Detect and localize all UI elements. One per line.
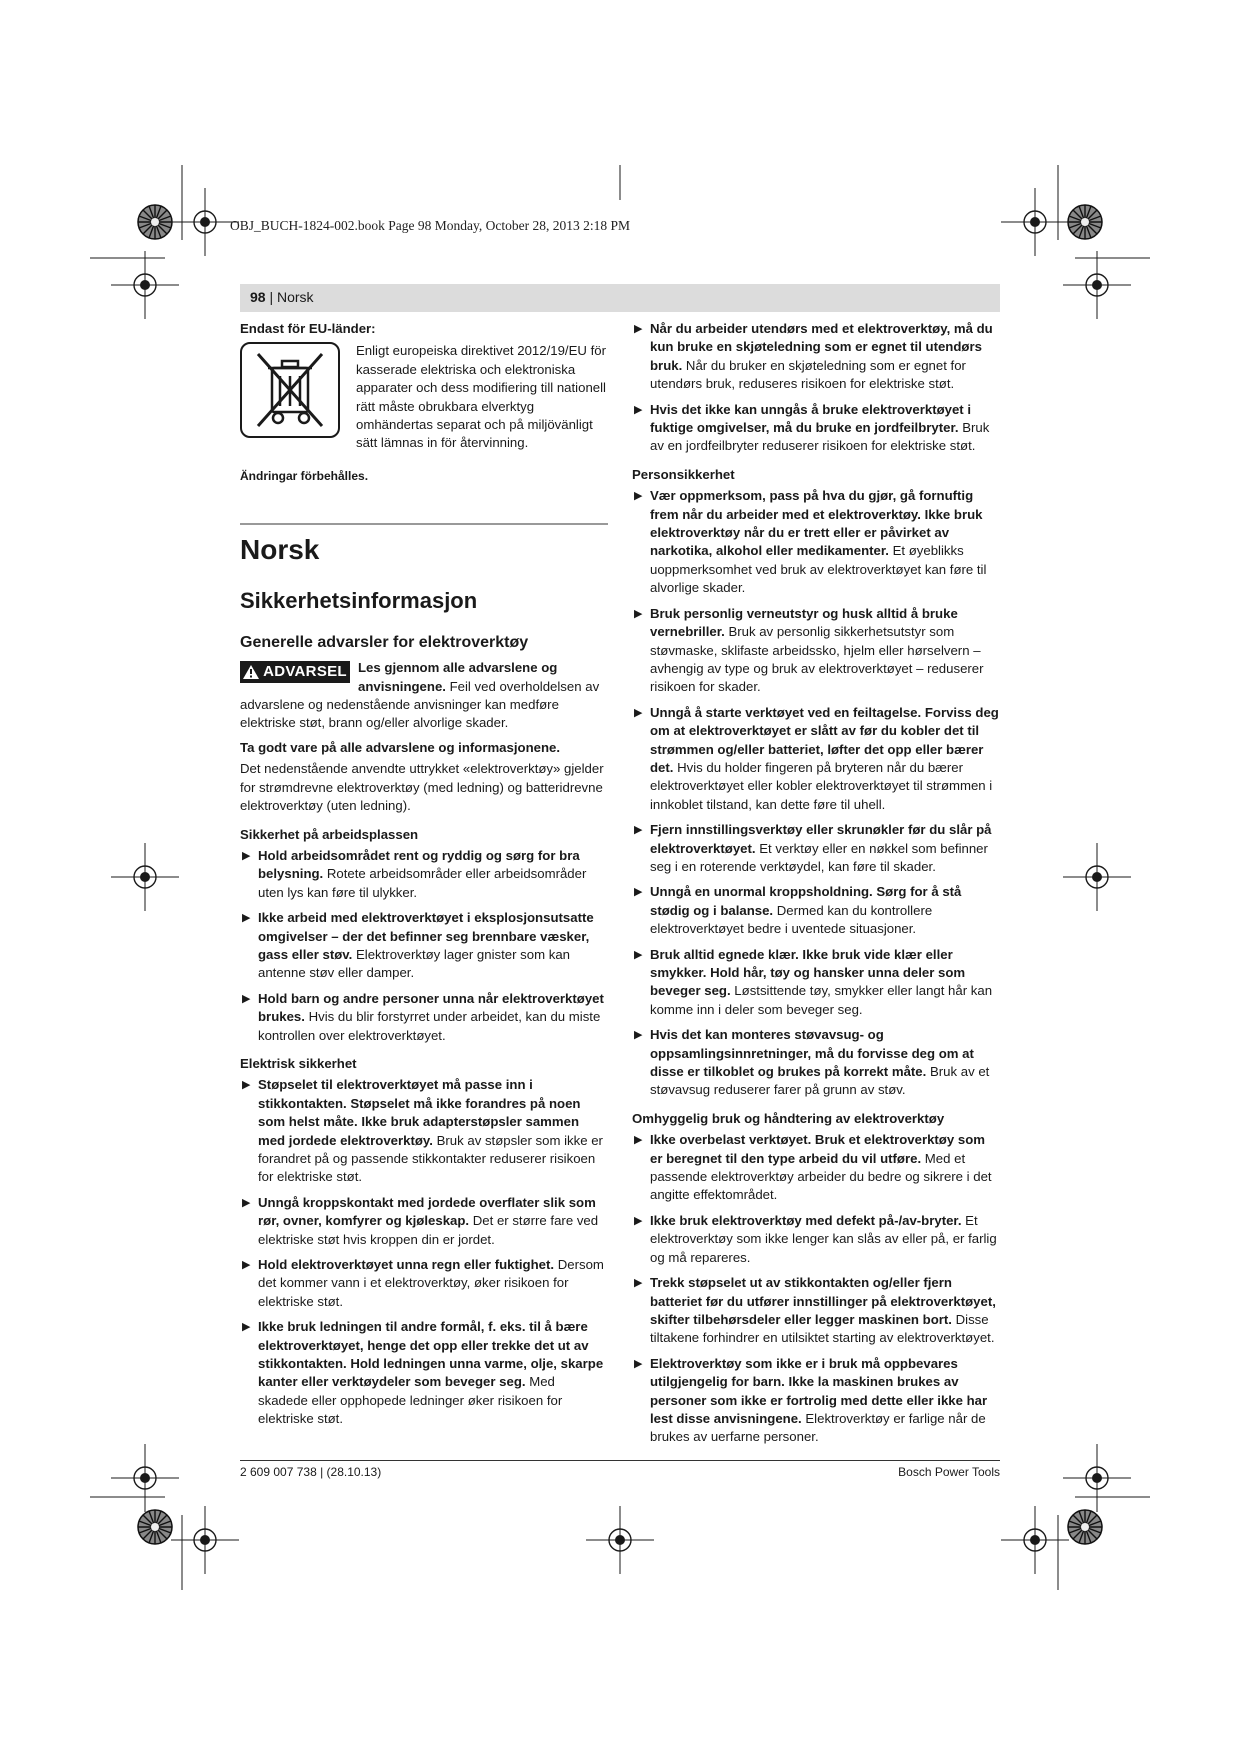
triangle-right-icon: ▶ — [634, 824, 643, 837]
warning-triangle-icon — [243, 665, 259, 679]
registration-mark-icon — [586, 1506, 654, 1574]
registration-mark-icon — [171, 1506, 239, 1574]
list-item: ▶ Ikke bruk elektroverktøy med defekt på-/av-bryter. Et elektroverktøy som ikke lenger kan slås av eller på, er farlig og må repareres. — [634, 1212, 997, 1265]
page-subtitle: Sikkerhetsinformasjon — [240, 588, 478, 614]
triangle-right-icon: ▶ — [242, 992, 251, 1005]
footer-doc-number: 2 609 007 738 | (28.10.13) — [240, 1465, 382, 1479]
section-heading: Generelle advarsler for elektroverktøy — [240, 634, 529, 652]
list-item: ▶ Hold arbeidsområdet rent og ryddig og sørg for bra belysning. Rotete arbeidsområder eller arbeidsområder uten lys kan føre til ulykker. — [242, 847, 587, 900]
triangle-right-icon: ▶ — [242, 1321, 251, 1334]
triangle-right-icon: ▶ — [634, 490, 643, 503]
eu-heading: Endast för EU-länder: — [240, 321, 376, 336]
list-item: ▶ Hold elektroverktøyet unna regn eller fuktighet. Dersom det kommer vann i et elektroverktøy, øker risikoen for elektriske støt. — [242, 1257, 604, 1309]
color-wheel-icon-tr — [1068, 205, 1102, 239]
page-number: 98 — [250, 289, 266, 305]
registration-mark-icon — [171, 188, 239, 256]
triangle-right-icon: ▶ — [242, 1259, 251, 1272]
personal-heading: Personsikkerhet — [632, 466, 735, 482]
weee-block — [240, 342, 608, 452]
list-item: ▶ Fjern innstillingsverktøy eller skrunøkler før du slår på elektroverktøyet. Et verktøy eller en nøkkel som befinner seg i en roterende verktøydel, kan føre til skader. — [634, 822, 992, 874]
file-info-line: OBJ_BUCH-1824-002.book Page 98 Monday, October 28, 2013 2:18 PM — [230, 218, 630, 233]
page-header — [240, 284, 1000, 312]
keep-note: Ta godt vare på alle advarslene og informasjonene. — [240, 739, 561, 755]
registration-mark-icon — [111, 843, 179, 911]
triangle-right-icon: ▶ — [634, 1277, 643, 1290]
registration-mark-icon — [1001, 1506, 1069, 1574]
triangle-right-icon: ▶ — [634, 886, 643, 899]
list-item: ▶ Elektroverktøy som ikke er i bruk må oppbevares utilgjengelig for barn. Ikke la maskinen brukes av personer som ikke er fortrolig med dette eller ikke har lest disse anvisningene. Elektroverktøy er farlige når de brukes av uerfarne personer. — [634, 1355, 988, 1445]
careful-heading: Omhyggelig bruk og håndtering av elektroverktøy — [632, 1110, 945, 1126]
warning-block — [240, 659, 608, 733]
registration-mark-icon — [1063, 251, 1131, 319]
registration-mark-icon — [1001, 188, 1069, 256]
triangle-right-icon: ▶ — [634, 607, 643, 620]
registration-mark-icon — [111, 251, 179, 319]
triangle-right-icon: ▶ — [634, 323, 643, 335]
list-item: ▶ Vær oppmerksom, pass på hva du gjør, gå fornuftig frem når du arbeider med et elektroverktøy. Ikke bruk elektroverktøy når du er trett eller er påvirket av narkotika, alkohol eller medikamenter. Et øyeblikks uoppmerksomhet ved bruk av elektroverktøyet kan føre til alvorlige skader. — [634, 488, 987, 596]
triangle-right-icon: ▶ — [634, 1214, 643, 1227]
list-item: ▶ Ikke bruk ledningen til andre formål, f. eks. til å bære elektroverktøyet, henge det opp eller trekke det ut av stikkontakten. Hold ledningen unna varme, olje, skarpe kanter eller verktøydeler som beveger seg. Med skadede eller opphopede ledninger øker risikoen for elektriske støt. — [242, 1319, 604, 1427]
list-item: ▶ Når du arbeider utendørs med et elektroverktøy, må du kun bruke en skjøteledning som er egnet til utendørs bruk. Når du bruker en skjøteledning som er egnet for utendørs bruk, reduseres risikoen for elektriske støt. — [634, 321, 993, 392]
list-item: ▶ Hvis det kan monteres støvavsug- og oppsamlingsinnretninger, må du forvisse deg om at disse er tilkoblet og brukes på korrekt måte. Bruk av et støvavsug reduserer farer på grunn av støv. — [634, 1027, 990, 1098]
list-item: ▶ Støpselet til elektroverktøyet må passe inn i stikkontakten. Støpselet må ikke forandres på noen som helst måte. Ikke bruk adapterstøpsler sammen med jordede elektroverktøy. Bruk av støpsler som ikke er forandret på og passende stikkontakter reduserer risikoen for elektriske støt. — [242, 1077, 603, 1185]
right-column — [632, 320, 1000, 1454]
list-item: ▶ Ikke overbelast verktøyet. Bruk et elektroverktøy som er beregnet til den type arbeid du vil utføre. Med et passende elektroverktøy arbeider du bedre og sikrere i det angitte effektområdet. — [634, 1132, 992, 1203]
weee-bin-icon — [240, 342, 340, 438]
list-item: ▶ Bruk alltid egnede klær. Ikke bruk vide klær eller smykker. Hold hår, tøy og hansker unna deler som beveger seg. Løstsittende tøy, smykker eller langt hår kan komme inn i deler som beveger seg. — [634, 946, 993, 1017]
registration-mark-icon — [111, 1444, 179, 1512]
color-wheel-icon-bl — [138, 1510, 172, 1544]
list-item: ▶ Unngå en unormal kroppsholdning. Sørg for å stå stødig og i balanse. Dermed kan du kontrollere elektroverktøyet bedre i uventede situasjoner. — [634, 884, 962, 937]
definition-text: Det nedenstående anvendte uttrykket «elektroverktøy» gjelder for strømdrevne elektroverktøy (med ledning) og batteridrevne elektroverktøy (uten ledning). — [240, 761, 604, 814]
triangle-right-icon: ▶ — [242, 1079, 251, 1092]
warning-bold-text: Les gjennom alle advarslene og anvisningene. — [358, 660, 558, 694]
list-item: ▶ Ikke arbeid med elektroverktøyet i eksplosjonsutsatte omgivelser – der det befinner seg brennbare væsker, gass eller støv. Elektroverktøy lager gnister som kan antenne støv eller damper. — [242, 910, 594, 981]
warning-badge — [240, 661, 350, 683]
section-name: Norsk — [277, 289, 314, 305]
list-item: ▶ Bruk personlig verneutstyr og husk alltid å bruke vernebriller. Bruk av personlig sikkerhetsutstyr som støvmaske, sklifaste arbeidssko, hjelm eller hørselvern – avhengig av type og bruk av elektroverktøyet – reduserer risikoen for skader. — [634, 605, 984, 695]
list-item: ▶ Unngå å starte verktøyet ved en feiltagelse. Forviss deg om at elektroverktøyet er slått av før du kobler det til strømmen og/eller batteriet, løfter det opp eller bærer det. Hvis du holder fingeren på bryteren når du bærer elektroverktøyet eller kobler elektroverktøyet til strømmen i innkoblet tilstand, kan dette føre til uhell. — [634, 704, 999, 812]
warning-label: ADVARSEL — [263, 663, 347, 681]
left-column — [240, 320, 608, 1436]
footer-divider — [240, 1460, 1000, 1461]
triangle-right-icon: ▶ — [634, 403, 643, 416]
section-divider — [240, 523, 608, 525]
list-item: ▶ Hvis det ikke kan unngås å bruke elektroverktøyet i fuktige omgivelser, må du bruke en jordfeilbryter. Bruk av en jordfeilbryter reduserer risikoen for elektriske støt. — [634, 401, 990, 454]
electrical-heading: Elektrisk sikkerhet — [240, 1055, 357, 1071]
triangle-right-icon: ▶ — [634, 706, 643, 719]
workplace-heading: Sikkerhet på arbeidsplassen — [240, 826, 419, 842]
list-item: ▶ Hold barn og andre personer unna når elektroverktøyet brukes. Hvis du blir forstyrret under arbeidet, kan du miste kontrollen over elektroverktøyet. — [242, 990, 604, 1043]
warning-text: Feil ved overholdelsen av advarslene og nedenstående anvisninger kan medføre elektriske støt, brann og/eller alvorlige skader. — [240, 678, 600, 731]
triangle-right-icon: ▶ — [634, 1134, 643, 1147]
list-item: ▶ Trekk støpselet ut av stikkontakten og/eller fjern batteriet før du utfører innstillinger på elektroverktøyet, skifter tilbehørsdeler eller legger maskinen bort. Disse tiltakene forhindrer en utilsiktet starting av elektroverktøyet. — [634, 1275, 996, 1346]
triangle-right-icon: ▶ — [242, 912, 251, 925]
list-item: ▶ Unngå kroppskontakt med jordede overflater slik som rør, ovner, komfyrer og kjøleskap. Det er større fare ved elektriske støt hvis kroppen din er jordet. — [242, 1194, 599, 1247]
eu-disposal-text: Enligt europeiska direktivet 2012/19/EU för kasserade elektriska och elektroniska apparater och dess modifiering till nationell rätt måste obrukbara elverktyg omhändertas separat och på miljövänligt sätt lämnas in för återvinning. — [356, 343, 606, 451]
footer-brand: Bosch Power Tools — [898, 1465, 1000, 1479]
registration-mark-icon — [1063, 843, 1131, 911]
triangle-right-icon: ▶ — [242, 849, 251, 862]
triangle-right-icon: ▶ — [634, 948, 643, 961]
page-title: Norsk — [240, 534, 320, 566]
triangle-right-icon: ▶ — [242, 1196, 251, 1209]
color-wheel-icon-br — [1068, 1510, 1102, 1544]
header-text: 98 | Norsk — [250, 289, 314, 305]
changes-note: Ändringar förbehålles. — [240, 468, 369, 483]
triangle-right-icon: ▶ — [634, 1357, 643, 1370]
registration-mark-icon — [1063, 1444, 1131, 1512]
color-wheel-icon-tl — [138, 205, 172, 239]
triangle-right-icon: ▶ — [634, 1029, 643, 1042]
